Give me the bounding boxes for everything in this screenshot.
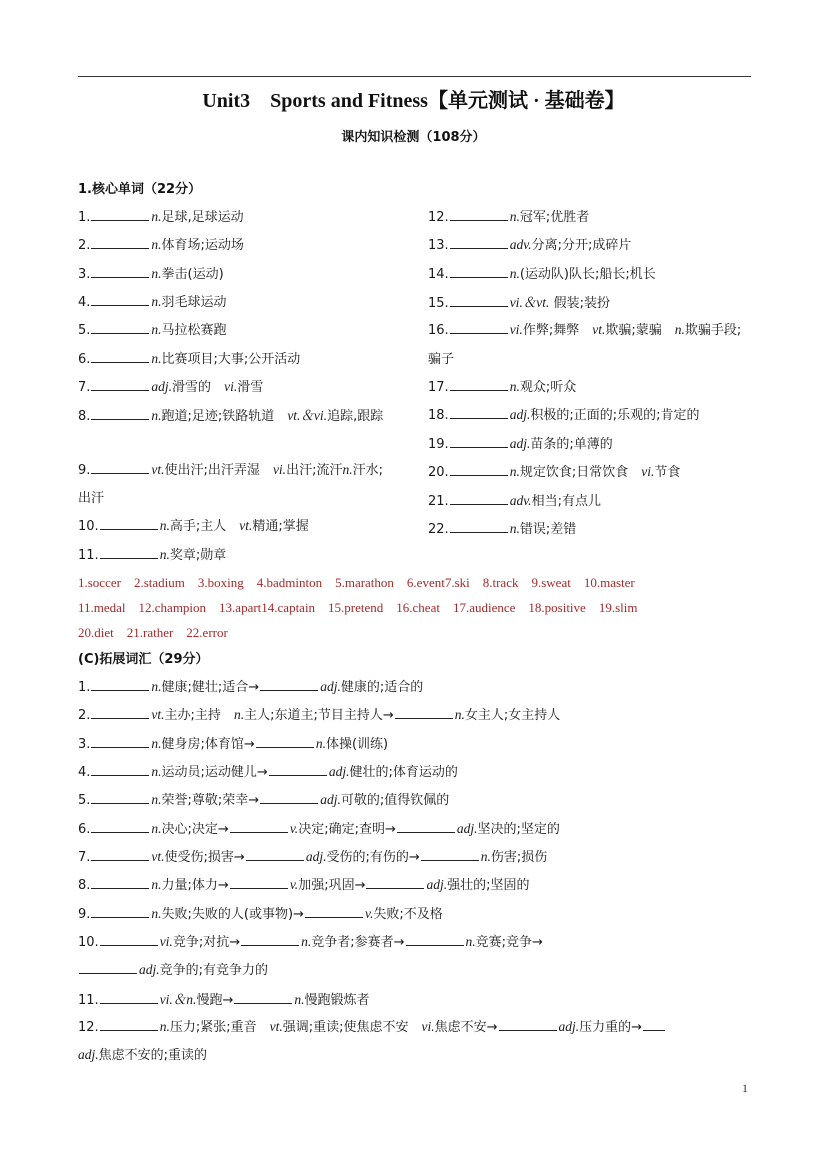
ext-item-2: 2. vt.主办;主持 n.主人;东道主;节目主持人→ n.女主人;女主持人 — [78, 707, 561, 723]
vocab-item-18: 18. adj.积极的;正面的;乐观的;肯定的 — [428, 407, 700, 423]
ext-item-7: 7. vt.使受伤;损害→ adj.受伤的;有伤的→ n.伤害;损伤 — [78, 849, 548, 865]
answer-blank[interactable] — [100, 518, 158, 530]
vocab-item-2: 2. n.体育场;运动场 — [78, 237, 244, 253]
vocab-item-11: 11. n.奖章;勋章 — [78, 547, 227, 563]
answer-blank[interactable] — [91, 877, 149, 889]
vocab-item-10: 10. n.高手;主人 vt.精通;掌握 — [78, 518, 309, 534]
ext-item-12: 12. n.压力;紧张;重音 vt.强调;重读;使焦虑不安 vi.焦虑不安→ adj.压力重的→ — [78, 1016, 667, 1035]
answer-blank[interactable] — [230, 821, 288, 833]
answer-blank[interactable] — [421, 849, 479, 861]
vocab-item-6: 6. n.比赛项目;大事;公开活动 — [78, 351, 301, 367]
answer-blank[interactable] — [450, 493, 508, 505]
vocab-item-16-cont: 骗子 — [428, 352, 455, 367]
answer-blank[interactable] — [395, 707, 453, 719]
answer-blank[interactable] — [643, 1019, 665, 1031]
section2-heading: (C)拓展词汇（29分） — [78, 652, 209, 667]
page-number: 1 — [742, 1081, 748, 1095]
answer-blank[interactable] — [91, 792, 149, 804]
ext-item-10: 10. vi.竞争;对抗→ n.竞争者;参赛者→ n.竞赛;竞争→ — [78, 934, 543, 950]
ext-item-11: 11. vi.＆n.慢跑→ n.慢跑锻炼者 — [78, 992, 370, 1008]
answer-blank[interactable] — [91, 849, 149, 861]
page-title: Unit3 Sports and Fitness【单元测试 · 基础卷】 — [202, 90, 625, 112]
answer-blank[interactable] — [366, 877, 424, 889]
answer-blank[interactable] — [100, 547, 158, 559]
answer-blank[interactable] — [450, 295, 508, 307]
section1-heading: 1.核心单词（22分） — [78, 182, 202, 197]
vocab-item-12: 12. n.冠军;优胜者 — [428, 209, 590, 225]
ext-item-4: 4. n.运动员;运动健儿→ adj.健壮的;体育运动的 — [78, 764, 458, 780]
answer-blank[interactable] — [450, 209, 508, 221]
answer-blank[interactable] — [91, 679, 149, 691]
answer-blank[interactable] — [234, 992, 292, 1004]
answer-blank[interactable] — [91, 736, 149, 748]
vocab-item-14: 14. n.(运动队)队长;船长;机长 — [428, 266, 656, 282]
ext-item-9: 9. n.失败;失败的人(或事物)→ v.失败;不及格 — [78, 906, 443, 922]
answer-blank[interactable] — [91, 707, 149, 719]
vocab-item-15: 15. vi.＆vt. 假装;装扮 — [428, 295, 610, 311]
answer-blank[interactable] — [91, 322, 149, 334]
answer-blank[interactable] — [450, 436, 508, 448]
vocab-item-22: 22. n.错误;差错 — [428, 521, 577, 537]
answer-blank[interactable] — [450, 464, 508, 476]
ext-item-12-cont: adj.焦虑不安的;重读的 — [78, 1047, 208, 1063]
answer-blank[interactable] — [241, 934, 299, 946]
answer-blank[interactable] — [450, 237, 508, 249]
answer-blank[interactable] — [450, 266, 508, 278]
answer-blank[interactable] — [269, 764, 327, 776]
ext-item-5: 5. n.荣誉;尊敬;荣幸→ adj.可敬的;值得钦佩的 — [78, 792, 450, 808]
answer-blank[interactable] — [100, 934, 158, 946]
vocab-item-8: 8. n.跑道;足迹;铁路轨道 vt.＆vi.追踪,跟踪 — [78, 408, 384, 424]
answer-blank[interactable] — [91, 906, 149, 918]
answer-blank[interactable] — [230, 877, 288, 889]
answer-blank[interactable] — [406, 934, 464, 946]
vocab-item-16: 16. vi.作弊;舞弊 vt.欺骗;蒙骗 n.欺骗手段; — [428, 322, 742, 338]
vocab-item-4: 4. n.羽毛球运动 — [78, 294, 227, 310]
answer-blank[interactable] — [450, 322, 508, 334]
ext-item-6: 6. n.决心;决定→ v.决定;确定;查明→ adj.坚决的;坚定的 — [78, 821, 560, 837]
answer-blank[interactable] — [91, 294, 149, 306]
ext-item-3: 3. n.健身房;体育馆→ n.体操(训练) — [78, 736, 389, 752]
vocab-item-20: 20. n.规定饮食;日常饮食 vi.节食 — [428, 464, 681, 480]
vocab-item-5: 5. n.马拉松赛跑 — [78, 322, 227, 338]
answer-blank[interactable] — [305, 906, 363, 918]
answer-key-line-2: 11.medal 12.champion 13.apart14.captain 15.pretend 16.cheat 17.audience 18.positive 19.slim — [78, 600, 638, 615]
answer-blank[interactable] — [91, 408, 149, 420]
answer-blank[interactable] — [499, 1019, 557, 1031]
answer-blank[interactable] — [260, 679, 318, 691]
answer-blank[interactable] — [450, 379, 508, 391]
ext-item-10-cont: adj.竞争的;有竞争力的 — [78, 959, 268, 978]
answer-key-line-1: 1.soccer 2.stadium 3.boxing 4.badminton 5.marathon 6.event7.ski 8.track 9.sweat 10.master — [78, 575, 635, 590]
answer-blank[interactable] — [91, 266, 149, 278]
answer-blank[interactable] — [91, 821, 149, 833]
answer-blank[interactable] — [91, 209, 149, 221]
answer-blank[interactable] — [91, 237, 149, 249]
answer-blank[interactable] — [79, 962, 137, 974]
answer-blank[interactable] — [246, 849, 304, 861]
ext-item-8: 8. n.力量;体力→ v.加强;巩固→ adj.强壮的;坚固的 — [78, 877, 530, 893]
answer-blank[interactable] — [91, 351, 149, 363]
answer-blank[interactable] — [91, 379, 149, 391]
vocab-item-1: 1. n.足球,足球运动 — [78, 209, 244, 225]
answer-blank[interactable] — [260, 792, 318, 804]
answer-blank[interactable] — [91, 462, 149, 474]
answer-blank[interactable] — [397, 821, 455, 833]
vocab-item-17: 17. n.观众;听众 — [428, 379, 577, 395]
vocab-item-9: 9. vt.使出汗;出汗弄湿 vi.出汗;流汗n.汗水; — [78, 462, 383, 478]
answer-blank[interactable] — [450, 521, 508, 533]
answer-blank[interactable] — [450, 407, 508, 419]
answer-blank[interactable] — [100, 992, 158, 1004]
header-rule — [78, 76, 751, 77]
ext-item-1: 1. n.健康;健壮;适合→ adj.健康的;适合的 — [78, 679, 424, 695]
answer-blank[interactable] — [91, 764, 149, 776]
vocab-item-21: 21. adv.相当;有点儿 — [428, 493, 601, 509]
answer-key-line-3: 20.diet 21.rather 22.error — [78, 625, 228, 640]
answer-blank[interactable] — [100, 1019, 158, 1031]
vocab-item-13: 13. adv.分离;分开;成碎片 — [428, 237, 632, 253]
vocab-item-19: 19. adj.苗条的;单薄的 — [428, 436, 613, 452]
vocab-item-9-cont: 出汗 — [78, 491, 105, 506]
page-subtitle: 课内知识检测（108分） — [341, 130, 486, 145]
vocab-item-3: 3. n.拳击(运动) — [78, 266, 224, 282]
answer-blank[interactable] — [256, 736, 314, 748]
vocab-item-7: 7. adj.滑雪的 vi.滑雪 — [78, 379, 264, 395]
